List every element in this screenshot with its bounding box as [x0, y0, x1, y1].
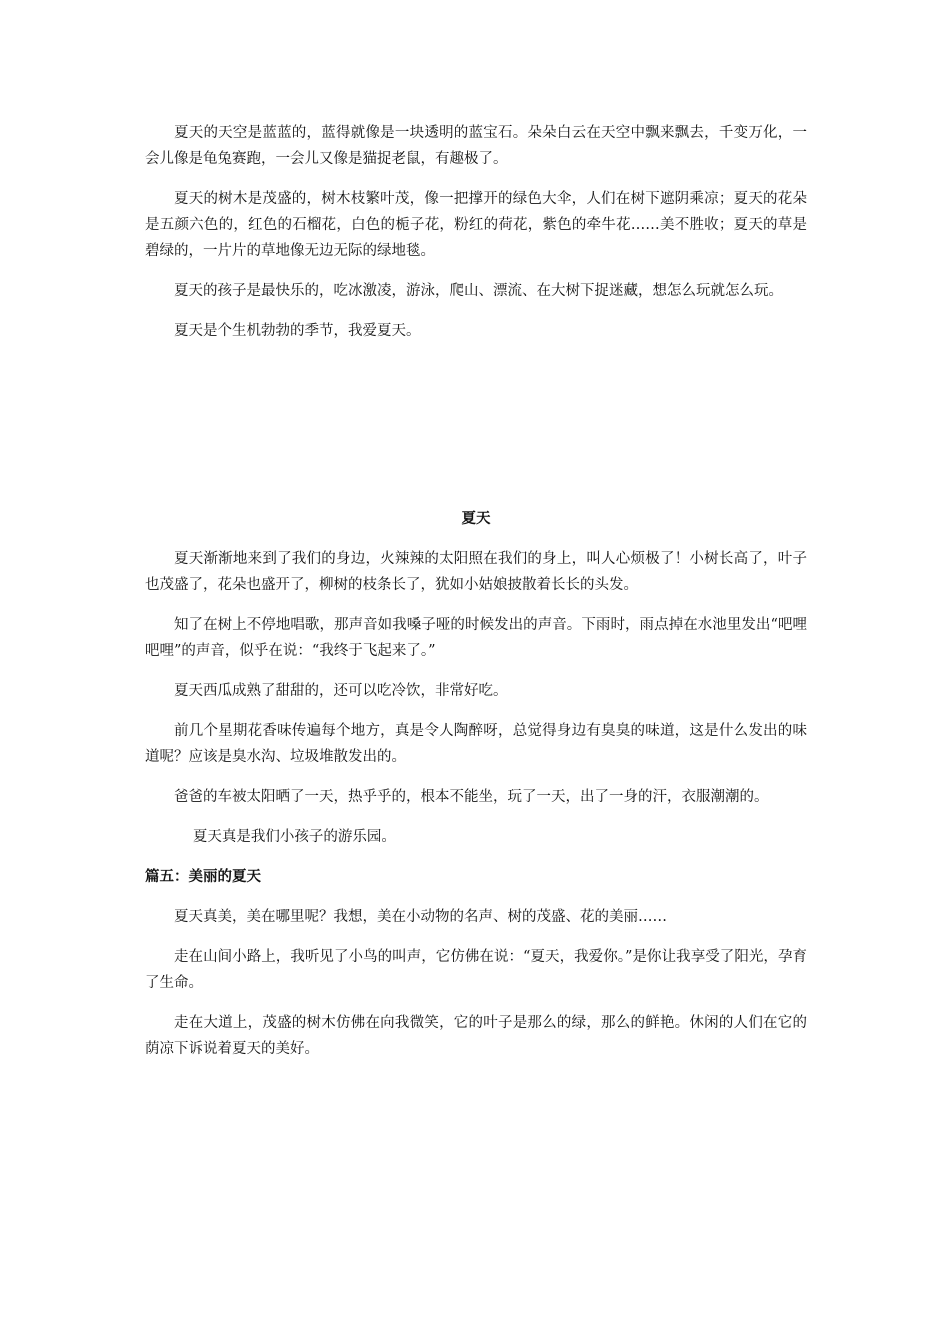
paragraph-smells: 前几个星期花香味传遍每个地方，真是令人陶醉呀，总觉得身边有臭臭的味道，这是什么发出的味道呢？应该是臭水沟、垃圾堆散发出的。: [145, 723, 807, 765]
paragraph-mountain-path: 走在山间小路上，我听见了小鸟的叫声，它仿佛在说：“夏天，我爱你。”是你让我享受了阳光，孕育了生命。: [145, 949, 807, 991]
paragraph-trees-flowers: 夏天的树木是茂盛的，树木枝繁叶茂，像一把撑开的绿色大伞，人们在树下遮阴乘凉；夏天的花朵是五颜六色的，红色的石榴花，白色的栀子花，粉红的荷花，紫色的牵牛花……美不胜收；夏天的草是碧绿的，一片片的草地像无边无际的绿地毯。: [145, 191, 807, 259]
section-title: 篇五：美丽的夏天: [145, 868, 261, 885]
paragraph-sky: 夏天的天空是蓝蓝的，蓝得就像是一块透明的蓝宝石。朵朵白云在天空中飘来飘去，千变万化，一会儿像是龟兔赛跑，一会儿又像是猫捉老鼠，有趣极了。: [145, 125, 807, 167]
paragraph-beauty: 夏天真美，美在哪里呢？我想，美在小动物的名声、树的茂盛、花的美丽……: [174, 909, 667, 925]
paragraph-watermelon: 夏天西瓜成熟了甜甜的，还可以吃冷饮，非常好吃。: [174, 683, 508, 699]
paragraph-cicada-rain: 知了在树上不停地唱歌，那声音如我嗓子哑的时候发出的声音。下雨时，雨点掉在水池里发出“吧哩吧哩”的声音，似乎在说：“我终于飞起来了。”: [145, 617, 807, 659]
paragraph-children: 夏天的孩子是最快乐的，吃冰激凌，游泳，爬山、漂流、在大树下捉迷藏，想怎么玩就怎么玩。: [174, 283, 783, 299]
paragraph-summer-arrives: 夏天渐渐地来到了我们的身边，火辣辣的太阳照在我们的身上，叫人心烦极了！小树长高了，叶子也茂盛了，花朵也盛开了，柳树的枝条长了，犹如小姑娘披散着长长的头发。: [145, 551, 807, 593]
essay-title: 夏天: [461, 510, 491, 527]
document-page: [145, 120, 807, 1062]
paragraph-car: 爸爸的车被太阳晒了一天，热乎乎的，根本不能坐，玩了一天，出了一身的汗，衣服潮潮的。: [174, 789, 769, 805]
paragraph-playground: 夏天真是我们小孩子的游乐园。: [192, 829, 396, 845]
paragraph-avenue: 走在大道上，茂盛的树木仿佛在向我微笑，它的叶子是那么的绿，那么的鲜艳。休闲的人们在它的荫凉下诉说着夏天的美好。: [145, 1015, 807, 1057]
paragraph-love-summer: 夏天是个生机勃勃的季节，我爱夏天。: [174, 323, 421, 339]
